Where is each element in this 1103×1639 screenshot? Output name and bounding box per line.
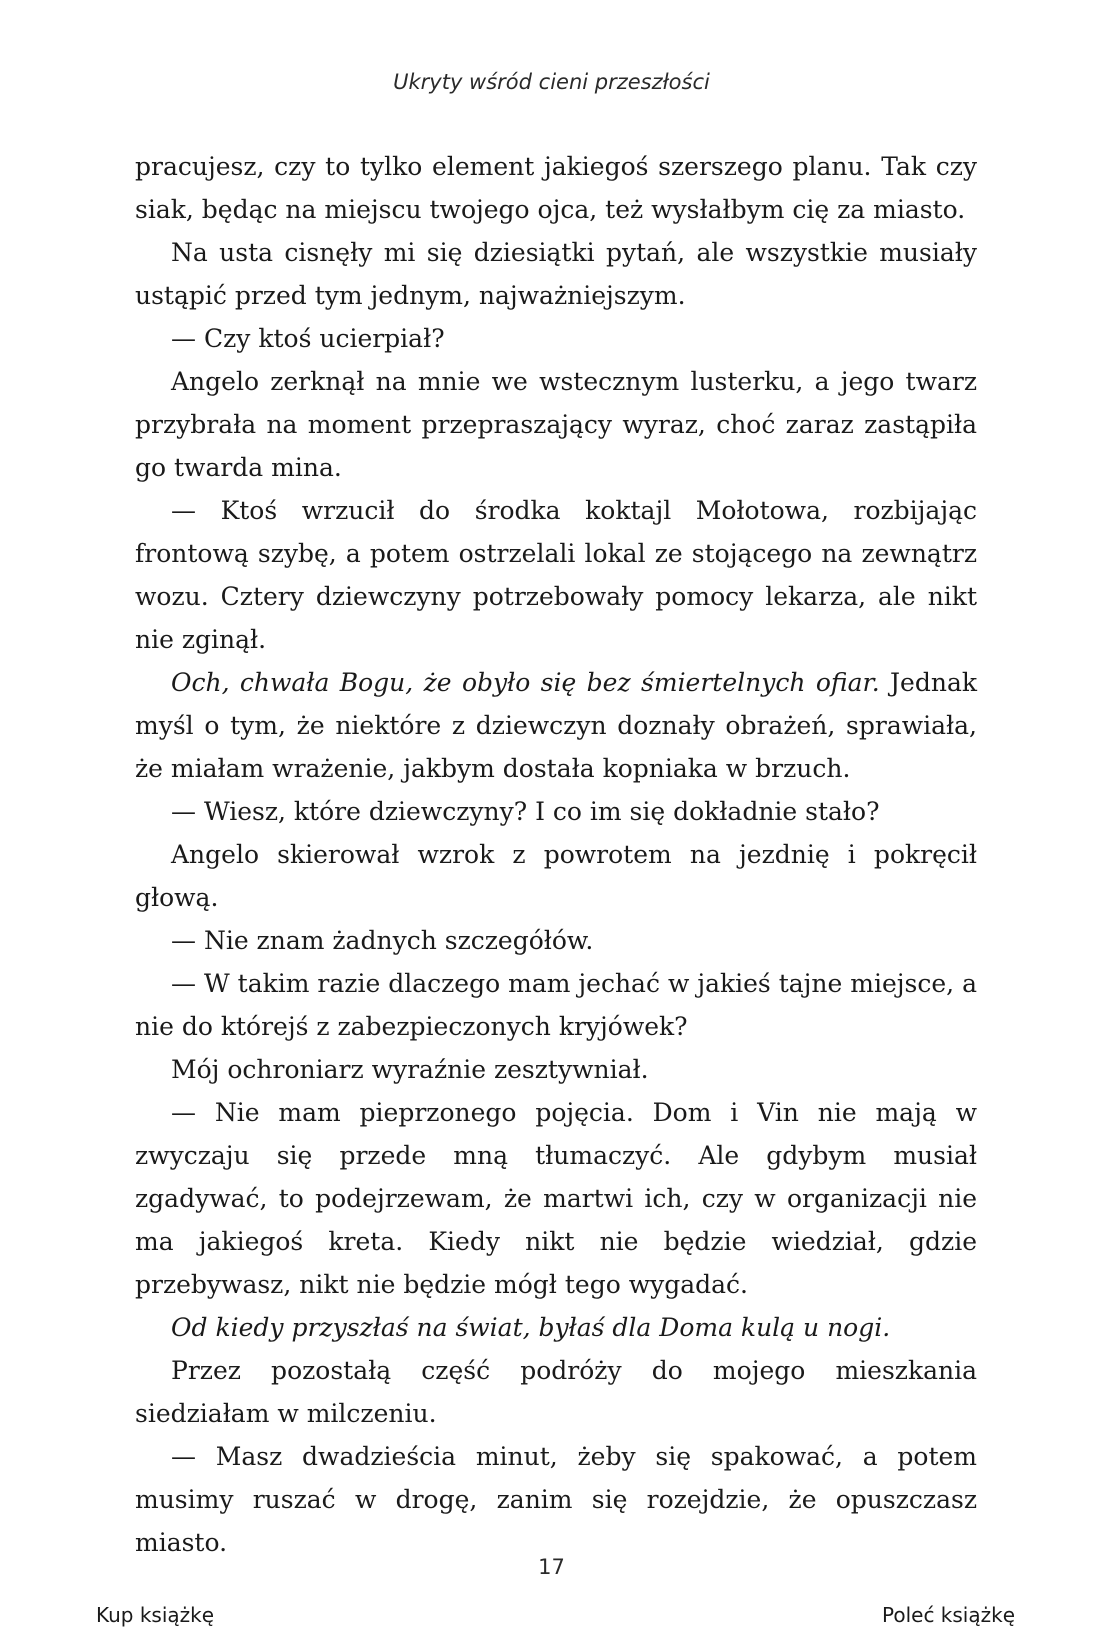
paragraph-italic: [135, 1306, 977, 1349]
paragraph: — W takim razie dlaczego mam jechać w jakieś tajne miejsce, a nie do którejś z zabezpieczonych kryjówek?: [135, 969, 977, 1041]
paragraph: [135, 661, 977, 790]
paragraph: Angelo skierował wzrok z powrotem na jezdnię i pokręcił głową.: [135, 840, 977, 912]
paragraph: Przez pozostałą część podróży do mojego mieszkania siedziałam w milczeniu.: [135, 1356, 977, 1428]
buy-book-link[interactable]: Kup książkę: [96, 1603, 215, 1627]
paragraph: Angelo zerknął na mnie we wstecznym lusterku, a jego twarz przybrała na moment przepraszający wyraz, choć zaraz zastąpiła go twarda mina.: [135, 367, 977, 482]
paragraph-rest: Jednak myśl o tym, że niektóre z dziewczyn doznały obrażeń, sprawiała, że miałam wrażenie, jakbym dostała kopniaka w brzuch.: [135, 668, 978, 783]
page-number: 17: [538, 1555, 565, 1579]
paragraph: — Masz dwadzieścia minut, żeby się spakować, a potem musimy ruszać w drogę, zanim się rozejdzie, że opuszczasz miasto.: [135, 1442, 977, 1557]
italic-thought: Och, chwała Bogu, że obyło się bez śmiertelnych ofiar.: [171, 668, 880, 697]
body-text: [135, 145, 977, 1564]
paragraph: — Czy ktoś ucierpiał?: [171, 324, 445, 353]
paragraph: — Ktoś wrzucił do środka koktajl Mołotowa, rozbijając frontową szybę, a potem ostrzelali lokal ze stojącego na zewnątrz wozu. Cztery dziewczyny potrzebowały pomocy lekarza, ale nikt nie zginął.: [135, 496, 977, 654]
paragraph: — Nie mam pieprzonego pojęcia. Dom i Vin nie mają w zwyczaju się przede mną tłumaczyć. Ale gdybym musiał zgadywać, to podejrzewam, że martwi ich, czy w organizacji nie ma jakiegoś kreta. Kiedy nikt nie będzie wiedział, gdzie przebywasz, nikt nie będzie mógł tego wygadać.: [135, 1098, 977, 1299]
paragraph: — Wiesz, które dziewczyny? I co im się dokładnie stało?: [171, 797, 880, 826]
italic-thought: Od kiedy przyszłaś na świat, byłaś dla Doma kulą u nogi.: [171, 1313, 891, 1342]
paragraph: — Nie znam żadnych szczegółów.: [171, 926, 594, 955]
running-header: Ukryty wśród cieni przeszłości: [393, 70, 710, 94]
paragraph: Na usta cisnęły mi się dziesiątki pytań, ale wszystkie musiały ustąpić przed tym jednym, najważniejszym.: [135, 238, 977, 310]
paragraph: Mój ochroniarz wyraźnie zesztywniał.: [171, 1055, 649, 1084]
paragraph: pracujesz, czy to tylko element jakiegoś szerszego planu. Tak czy siak, będąc na miejscu twojego ojca, też wysłałbym cię za miasto.: [135, 152, 977, 224]
recommend-book-link[interactable]: Poleć książkę: [882, 1603, 1015, 1627]
